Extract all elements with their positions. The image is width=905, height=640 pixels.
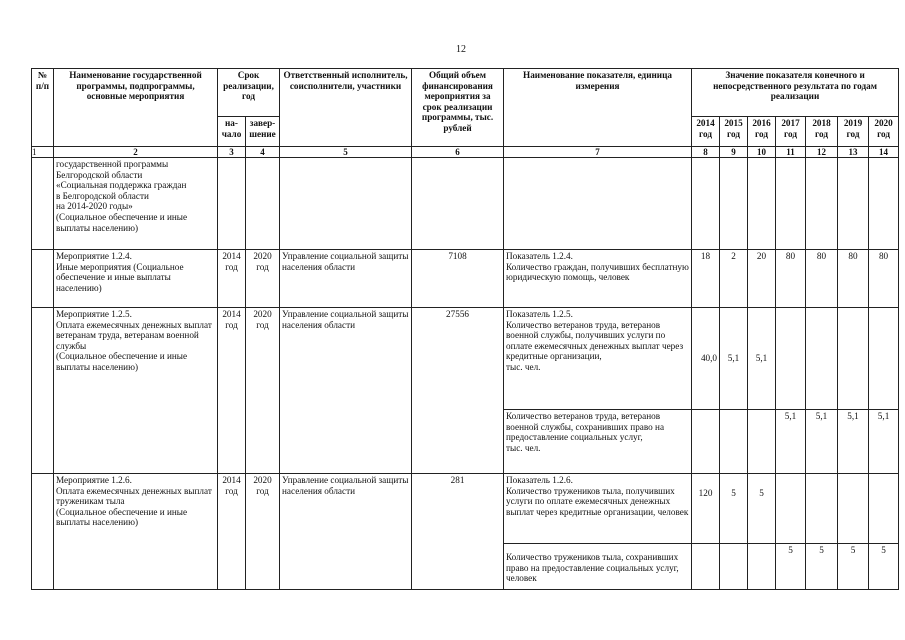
- value-cell: 5,1: [776, 410, 806, 474]
- header-responsible: Ответственный исполнитель, соисполнители, участники: [280, 69, 412, 147]
- value-cell: 5: [720, 474, 748, 544]
- value-cell: [720, 410, 748, 474]
- value-cell: 40,0: [692, 308, 720, 410]
- header-term: Срок реализации, год: [218, 69, 280, 117]
- table-row: [32, 158, 899, 250]
- value-cell: 5,1: [748, 308, 776, 410]
- program-table-container: [31, 68, 898, 638]
- value-cell: 5: [869, 544, 899, 590]
- term-end: 2020 год: [246, 308, 280, 474]
- header-year: 2015 год: [720, 117, 748, 147]
- page-number: 12: [456, 44, 466, 55]
- indicator: Показатель 1.2.4. Количество граждан, получивших бесплатную юридическую помощь, человек: [504, 250, 692, 308]
- value-cell: 120: [692, 474, 720, 544]
- column-number: 3: [218, 147, 246, 158]
- value-cell: [806, 308, 838, 410]
- header-year: 2016 год: [748, 117, 776, 147]
- column-number: 5: [280, 147, 412, 158]
- responsible: Управление социальной защиты населения области: [280, 250, 412, 308]
- program-table: [31, 68, 899, 590]
- table-row: [32, 308, 899, 410]
- header-name: Наименование государственной программы, подпрограммы, основные мероприятия: [54, 69, 218, 147]
- financing: 281: [412, 474, 504, 590]
- column-number: 11: [776, 147, 806, 158]
- value-cell: 5,1: [806, 410, 838, 474]
- value-cell: [692, 544, 720, 590]
- value-cell: 5: [748, 474, 776, 544]
- indicator: Показатель 1.2.5. Количество ветеранов труда, ветеранов военной службы, получивших услуги по оплате ежемесячных денежных выплат через кредитные организации, тыс. чел.: [504, 308, 692, 410]
- column-number-row: [32, 147, 899, 158]
- header-row-1: [32, 69, 899, 117]
- value-cell: [838, 474, 869, 544]
- value-cell: 80: [869, 250, 899, 308]
- value-cell: [869, 308, 899, 410]
- value-cell: 2: [720, 250, 748, 308]
- header-term-start: на- чало: [218, 117, 246, 147]
- financing: 27556: [412, 308, 504, 474]
- column-number: 7: [504, 147, 692, 158]
- column-number: 9: [720, 147, 748, 158]
- header-term-end: завер- шение: [246, 117, 280, 147]
- value-cell: 20: [748, 250, 776, 308]
- value-cell: 5,1: [838, 410, 869, 474]
- value-cell: 80: [838, 250, 869, 308]
- responsible: Управление социальной защиты населения области: [280, 474, 412, 590]
- column-number: 1: [32, 147, 54, 158]
- responsible: Управление социальной защиты населения области: [280, 308, 412, 474]
- column-number: 8: [692, 147, 720, 158]
- term-start: 2014 год: [218, 308, 246, 474]
- header-financing: Общий объем финансирования мероприятия за срок реализации программы, тыс. рублей: [412, 69, 504, 147]
- value-cell: [748, 544, 776, 590]
- header-year: 2020 год: [869, 117, 899, 147]
- indicator: Показатель 1.2.6. Количество тружеников тыла, получивших услуги по оплате ежемесячных денежных выплат через кредитные организации, человек: [504, 474, 692, 544]
- value-cell: 18: [692, 250, 720, 308]
- indicator: Количество ветеранов труда, ветеранов военной службы, сохранивших право на предоставление социальных услуг, тыс. чел.: [504, 410, 692, 474]
- value-cell: [838, 308, 869, 410]
- column-number: 12: [806, 147, 838, 158]
- value-cell: 80: [776, 250, 806, 308]
- measure-name: Мероприятие 1.2.5. Оплата ежемесячных денежных выплат ветеранам труда, ветеранам военной службы (Социальное обеспечение и иные выплаты населению): [54, 308, 218, 474]
- value-cell: 5,1: [720, 308, 748, 410]
- term-start: 2014 год: [218, 474, 246, 590]
- measure-name: Мероприятие 1.2.6. Оплата ежемесячных денежных выплат труженикам тыла (Социальное обеспечение и иные выплаты населению): [54, 474, 218, 590]
- indicator: Количество тружеников тыла, сохранивших право на предоставление социальных услуг, человек: [504, 544, 692, 590]
- header-year: 2014 год: [692, 117, 720, 147]
- term-start: 2014 год: [218, 250, 246, 308]
- header-year: 2019 год: [838, 117, 869, 147]
- value-cell: [776, 308, 806, 410]
- table-row: [32, 474, 899, 544]
- value-cell: 5,1: [869, 410, 899, 474]
- term-end: 2020 год: [246, 474, 280, 590]
- column-number: 14: [869, 147, 899, 158]
- value-cell: [692, 410, 720, 474]
- column-number: 4: [246, 147, 280, 158]
- term-end: 2020 год: [246, 250, 280, 308]
- column-number: 10: [748, 147, 776, 158]
- value-cell: [776, 474, 806, 544]
- header-num: № п/п: [32, 69, 54, 147]
- value-cell: 5: [806, 544, 838, 590]
- value-cell: [869, 474, 899, 544]
- measure-name: Мероприятие 1.2.4. Иные мероприятия (Социальное обеспечение и иные выплаты населению): [54, 250, 218, 308]
- header-indicator: Наименование показателя, единица измерения: [504, 69, 692, 147]
- column-number: 2: [54, 147, 218, 158]
- column-number: 13: [838, 147, 869, 158]
- value-cell: [748, 410, 776, 474]
- value-cell: [806, 474, 838, 544]
- column-number: 6: [412, 147, 504, 158]
- header-values: Значение показателя конечного и непосредственного результата по годам реализации: [692, 69, 899, 117]
- value-cell: 80: [806, 250, 838, 308]
- program-name: государственной программы Белгородской области «Социальная поддержка граждан в Белгородской области на 2014-2020 годы» (Социальное обеспечение и иные выплаты населению): [54, 158, 218, 250]
- financing: 7108: [412, 250, 504, 308]
- table-row: [32, 250, 899, 308]
- value-cell: [720, 544, 748, 590]
- header-year: 2018 год: [806, 117, 838, 147]
- header-year: 2017 год: [776, 117, 806, 147]
- value-cell: 5: [776, 544, 806, 590]
- value-cell: 5: [838, 544, 869, 590]
